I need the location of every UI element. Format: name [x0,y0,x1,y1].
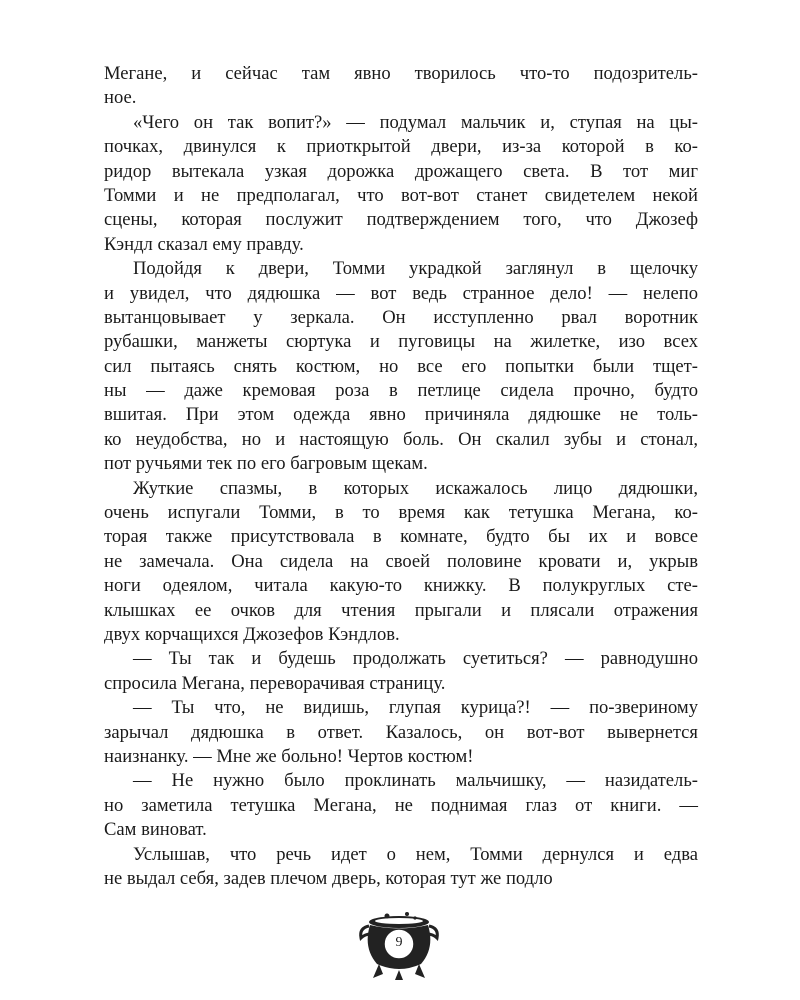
text-line: пот ручьями тек по его багровым щекам. [104,453,428,475]
paragraph [104,696,698,769]
text-line: «Чего он так вопит?» — подумал мальчик и, ступая на цы- [133,111,698,133]
page-number: 9 [395,935,403,950]
text-line: ридор вытекала узкая дорожка дрожащего света. В тот миг [104,160,698,182]
text-line: не выдал себя, задев плечом дверь, которая тут же подло [104,867,553,889]
text-line: Жуткие спазмы, в которых искажалось лицо дядюшки, [133,477,698,499]
text-line: клышках ее очков для чтения прыгали и плясали отражения [104,599,698,621]
text-line: но заметила тетушка Мегана, не поднимая глаз от книги. — [104,794,698,816]
book-page-text [104,62,698,891]
text-line: Томми и не предполагал, что вот-вот станет свидетелем некой [104,184,698,206]
text-line: Сам виноват. [104,819,207,841]
text-line: и увидел, что дядюшка — вот ведь странное дело! — нелепо [104,282,698,304]
text-line: двух корчащихся Джозефов Кэндлов. [104,623,400,645]
paragraph [104,257,698,477]
paragraph [104,769,698,842]
text-line: Мегане, и сейчас там явно творилось что-то подозритель- [104,63,698,84]
text-line: зарычал дядюшка в ответ. Казалось, он вот-вот вывернется [104,721,698,743]
text-line: ноги одеялом, читала какую-то книжку. В полукруглых сте- [104,575,698,597]
paragraph [104,843,698,892]
text-line: Кэндл сказал ему правду. [104,233,304,255]
text-line: Услышав, что речь идет о нем, Томми дернулся и едва [133,843,698,865]
text-line: сцены, которая послужит подтверждением того, что Джозеф [104,209,698,231]
text-line: торая также присутствовала в комнате, будто бы их и вовсе [104,526,698,548]
paragraph [104,111,698,257]
text-line: сил пытаясь снять костюм, но все его попытки были тщет- [104,355,698,377]
paragraph [104,477,698,648]
text-line: рубашки, манжеты сюртука и пуговицы на жилетке, изо всех [104,331,698,353]
text-line: наизнанку. — Мне же больно! Чертов костюм! [104,745,474,767]
text-line: почках, двинулся к приоткрытой двери, из-за которой в ко- [104,136,698,158]
text-line: очень испугали Томми, в то время как тетушка Мегана, ко- [104,502,698,524]
text-line: ко неудобства, но и настоящую боль. Он скалил зубы и стонал, [104,428,698,450]
paragraph [104,647,698,696]
text-line: Подойдя к двери, Томми украдкой заглянул в щелочку [133,258,698,280]
text-line: не замечала. Она сидела на своей половине кровати и, укрыв [104,550,698,572]
text-line: ное. [104,87,137,109]
paragraph [104,62,698,111]
text-line: ны — даже кремовая роза в петлице сидела прочно, будто [104,380,698,402]
text-line: вшитая. При этом одежда явно причиняла дядюшке не толь- [104,404,698,426]
text-line: — Не нужно было проклинать мальчишку, — назидатель- [133,770,698,792]
text-line: вытанцовывает у зеркала. Он исступленно рвал воротник [104,306,698,328]
page-number-ornament [357,908,441,982]
text-line: — Ты так и будешь продолжать суетиться? — равнодушно [133,648,698,670]
text-line: — Ты что, не видишь, глупая курица?! — по-звериному [133,697,698,719]
text-line: спросила Мегана, переворачивая страницу. [104,672,446,694]
